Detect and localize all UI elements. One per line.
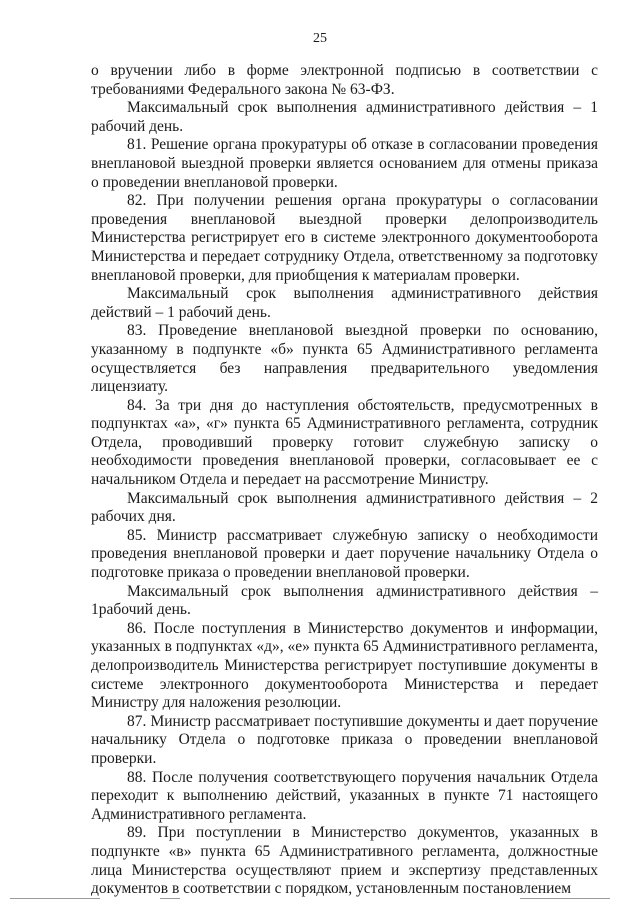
scan-mark <box>10 898 100 899</box>
paragraph-86: 86. После поступления в Министерство документов и информации, указанных в подпунктах «д», «е» пункта 65 Административного регламента, делопроизводитель Министерства регистрирует поступившие документы в системе электронного документооборота Министерства и передает Министру для наложения резолюции. <box>91 619 598 712</box>
paragraph-83: 83. Проведение внеплановой выездной проверки по основанию, указанному в подпункте «б» пункта 65 Административного регламента осуществляется без направления предварительного уведомления лицензиату. <box>91 322 598 396</box>
paragraph-84: 84. За три дня до наступления обстоятельств, предусмотренных в подпунктах «а», «г» пункта 65 Административного регламента, сотрудник Отдела, проводивший проверку готовит служебную записку о необходимости проведения внеплановой проверки, согласовывает ее с начальником Отдела и передает на рассмотрение Министру. <box>91 396 598 489</box>
paragraph-87: 87. Министр рассматривает поступившие документы и дает поручение начальнику Отдела о подготовке приказа о проведении внеплановой проверки. <box>91 712 598 767</box>
paragraph-85: 85. Министр рассматривает служебную записку о необходимости проведения внеплановой проверки и дает поручение начальнику Отдела о подготовке приказа о проведении внеплановой проверки. <box>91 526 598 582</box>
page-number: 25 <box>313 31 327 46</box>
paragraph-82: 82. При получении решения органа прокуратуры о согласовании проведения внеплановой выездной проверки делопроизводитель Министерства регистрирует его в системе электронного документооборота Министерства и передает сотруднику Отдела, ответственному за подготовку внеплановой проверки, для приобщения к материалам проверки. <box>91 192 598 284</box>
paragraph-max-duration: Максимальный срок выполнения административного действия – 1рабочий день. <box>91 582 598 619</box>
paragraph-max-duration: Максимальный срок выполнения административного действия действий – 1 рабочий день. <box>91 285 598 321</box>
paragraph-continuation: о вручении либо в форме электронной подписью в соответствии с требованиями Федерального закона № 63-ФЗ. <box>91 62 598 98</box>
paragraph-max-duration: Максимальный срок выполнения административного действия – 1 рабочий день. <box>91 99 598 135</box>
document-body <box>91 62 598 899</box>
paragraph-89: 89. При поступлении в Министерство документов, указанных в подпункте «в» пункта 65 Административного регламента, должностные лица Министерства осуществляют прием и экспертизу представленных документов в соответствии с порядком, установленным постановлением <box>91 824 598 898</box>
scan-mark <box>160 898 180 899</box>
paragraph-max-duration: Максимальный срок выполнения административного действия – 2 рабочих дня. <box>91 489 598 526</box>
paragraph-81: 81. Решение органа прокуратуры об отказе в согласовании проведения внеплановой выездной проверки является основанием для отмены приказа о проведении внеплановой проверки. <box>91 136 598 191</box>
scan-edge-marks <box>0 896 640 902</box>
paragraph-88: 88. После получения соответствующего поручения начальник Отдела переходит к выполнению действий, указанных в пункте 71 настоящего Административного регламента. <box>91 768 598 823</box>
scan-mark <box>520 898 610 899</box>
